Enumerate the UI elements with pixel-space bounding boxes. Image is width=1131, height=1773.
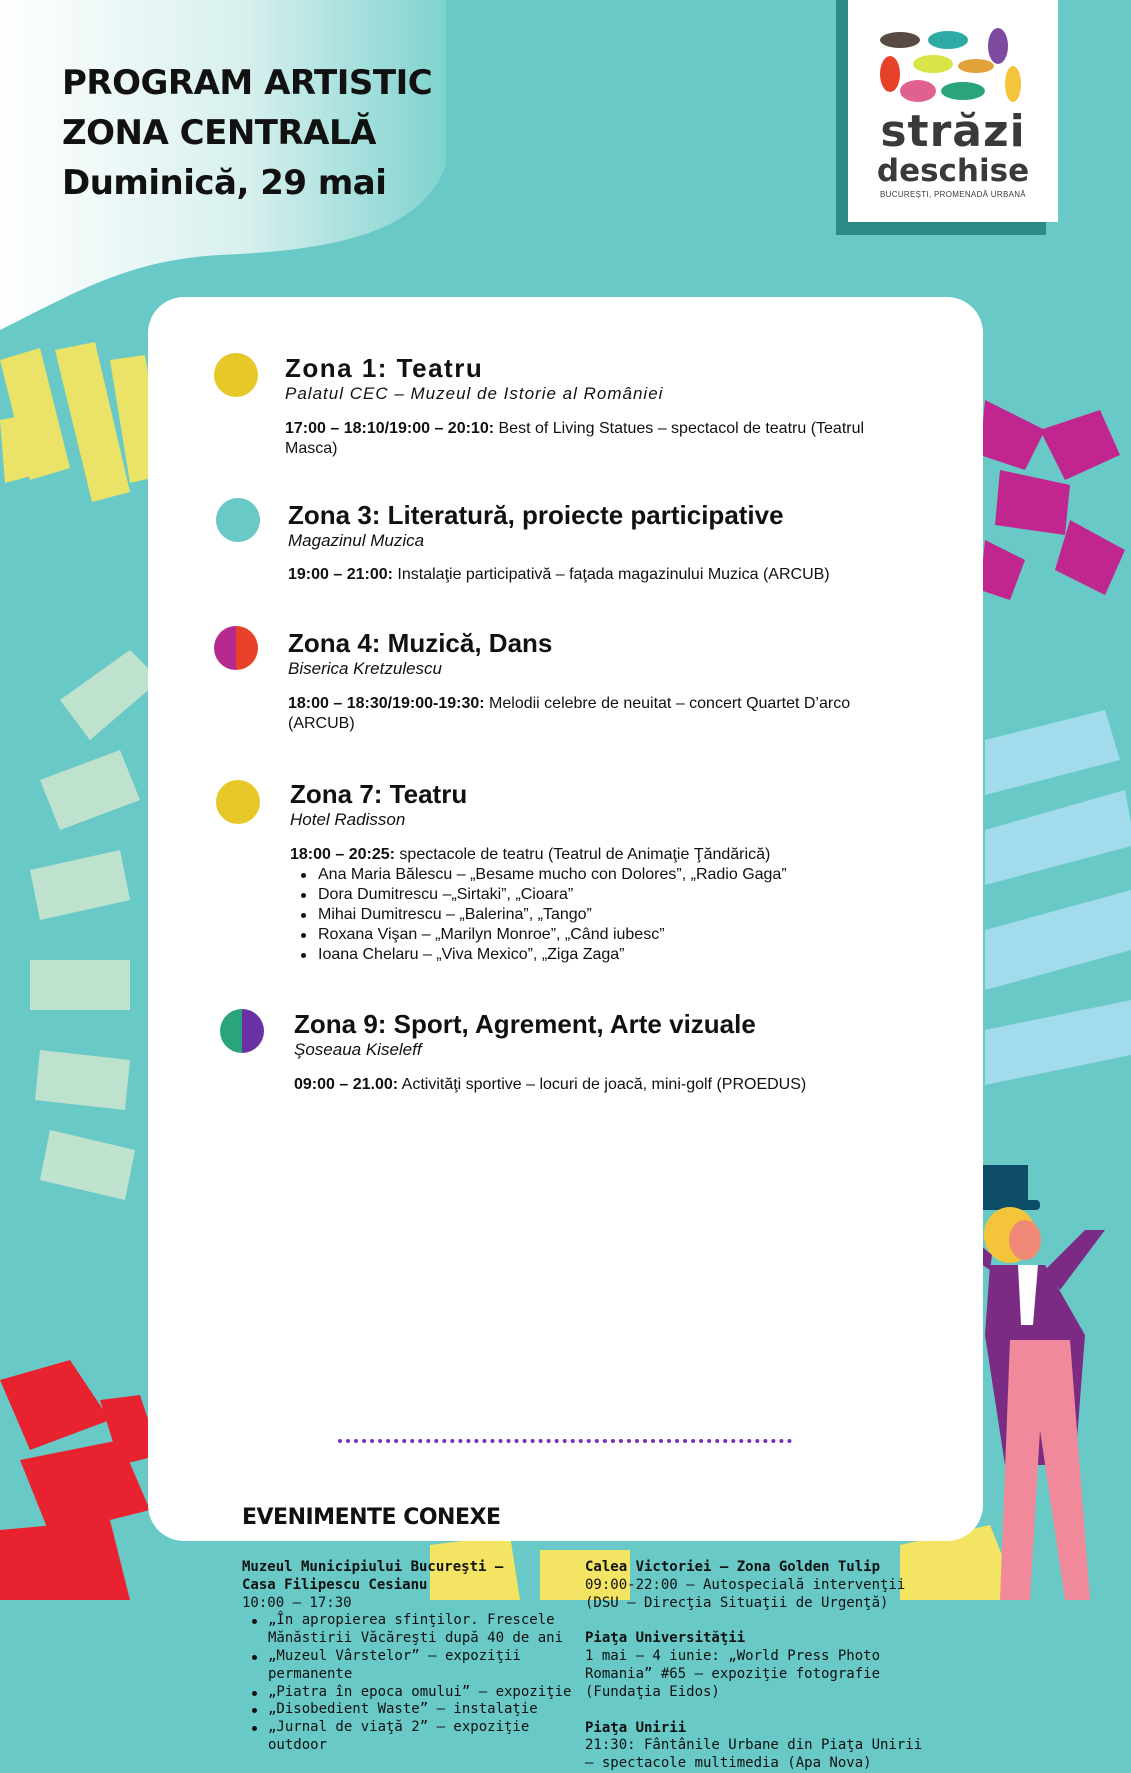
zone-1-description [285, 419, 885, 459]
list-item-line: outdoor [268, 1736, 328, 1753]
zone-9-time: 09:00 – 21.00: [294, 1076, 399, 1093]
zone-1-time: 17:00 – 18:10/19:00 – 20:10: [285, 420, 495, 437]
zone-7-text: spectacole de teatru (Teatrul de Animaţie Ţăndărică) [399, 846, 771, 863]
zone-7-dot-icon [216, 780, 260, 824]
red-brush-bottom [0, 1360, 160, 1600]
conexe-left-column [242, 1559, 572, 1755]
page-header [62, 58, 432, 208]
dotted-divider [338, 1439, 792, 1443]
zone-3-title: Zona 3: Literatură, proiecte participative [288, 500, 784, 530]
blue-brush-right [985, 710, 1131, 1085]
zone-3-text: Instalaţie participativă – faţada magazinului Muzica (ARCUB) [397, 566, 830, 583]
list-item [242, 1719, 562, 1755]
logo-tagline: BUCUREȘTI, PROMENADĂ URBANĂ [880, 190, 1026, 199]
program-card [148, 297, 983, 1772]
list-item: Ioana Chelaru – „Viva Mexico”, „Ziga Zaga” [290, 945, 787, 965]
zone-1-title: Zona 1: Teatru [285, 353, 484, 383]
event-heading: Piaţa Universităţii [585, 1630, 746, 1647]
logo-word-deschise: deschise [876, 153, 1030, 189]
list-item: Dora Dumitrescu –„Sirtaki”, „Cioara” [290, 885, 787, 905]
header-line-zona: ZONA CENTRALĂ [62, 113, 376, 153]
conexe-right-column [585, 1559, 925, 1773]
zone-9-description [294, 1075, 934, 1095]
list-item-line: „Jurnal de viaţă 2” – expoziţie [268, 1719, 530, 1736]
yellow-brush-left [0, 342, 165, 502]
event-line: – spectacole multimedia (Apa Nova) [585, 1755, 872, 1772]
zone-4-text: Melodii celebre de neuitat – concert Quartet D’arco (ARCUB) [288, 695, 851, 732]
zone-9-location: Şoseaua Kiseleff [294, 1040, 422, 1059]
zone-9-title: Zona 9: Sport, Agrement, Arte vizuale [294, 1009, 756, 1039]
event-list [242, 1612, 572, 1754]
event-line: (DSU – Direcţia Situaţii de Urgenţă) [585, 1594, 889, 1611]
zone-7-title: Zona 7: Teatru [290, 779, 468, 809]
logo-word-strazi: străzi [880, 106, 1026, 157]
zone-7-location: Hotel Radisson [290, 810, 406, 829]
event-heading: Casa Filipescu Cesianu [242, 1576, 428, 1593]
zone-4-location: Biserica Kretzulescu [288, 659, 443, 678]
zone-4-title: Zona 4: Muzică, Dans [288, 628, 553, 658]
header-line-date: Duminică, 29 mai [62, 163, 387, 203]
event-heading: Muzeul Municipiului Bucureşti – [242, 1559, 504, 1575]
list-item: Roxana Vişan – „Marilyn Monroe”, „Când iubesc” [290, 925, 787, 945]
list-item-line: Mănăstirii Văcăreşti după 40 de ani [268, 1630, 564, 1647]
logo [848, 0, 1058, 222]
zone-4-time: 18:00 – 18:30/19:00-19:30: [288, 695, 485, 712]
zone-4-dot-icon [214, 626, 258, 670]
zone-7-description [290, 845, 890, 865]
zone-1-location: Palatul CEC – Muzeul de Istorie al României [285, 384, 664, 403]
event-line: Romania” #65 – expoziţie fotografie [585, 1665, 881, 1682]
list-item-line: permanente [268, 1665, 353, 1682]
list-item-line: „În apropierea sfinţilor. Frescele [268, 1612, 555, 1629]
event-line: 21:30: Fântânile Urbane din Piaţa Unirii [585, 1737, 923, 1754]
list-item [242, 1648, 562, 1684]
event-heading: Calea Victoriei – Zona Golden Tulip [585, 1559, 881, 1575]
zone-7-performers [290, 865, 787, 965]
zone-3-location: Magazinul Muzica [288, 531, 425, 550]
event-hours: 10:00 – 17:30 [242, 1594, 352, 1611]
conexe-title: EVENIMENTE CONEXE [242, 1505, 501, 1530]
zone-3-dot-icon [216, 498, 260, 542]
list-item-line: „Disobedient Waste” – instalaţie [268, 1701, 538, 1718]
list-item [242, 1612, 562, 1648]
logo-footprints-icon [878, 26, 1028, 111]
list-item [242, 1683, 572, 1702]
zone-7-time: 18:00 – 20:25: [290, 846, 395, 863]
event-heading: Piaţa Unirii [585, 1719, 687, 1736]
list-item-line: „Piatra în epoca omului” – expoziţie [268, 1683, 572, 1700]
zone-9-text: Activităţi sportive – locuri de joacă, mini-golf (PROEDUS) [401, 1076, 807, 1093]
event-line: 1 mai – 4 iunie: „World Press Photo [585, 1648, 881, 1665]
magenta-brush-right [980, 400, 1125, 600]
event-line: (Fundaţia Eidos) [585, 1683, 720, 1700]
zone-1-text: Best of Living Statues – spectacol de teatru (Teatrul Masca) [285, 420, 865, 457]
list-item: Ana Maria Bălescu – „Besame mucho con Dolores”, „Radio Gaga” [290, 865, 787, 885]
list-item [242, 1701, 562, 1719]
zone-3-description [288, 565, 928, 585]
zone-9-dot-icon [220, 1009, 264, 1053]
list-item-line: „Muzeul Vârstelor” – expoziţii [268, 1647, 521, 1664]
zone-1-dot-icon [214, 353, 258, 397]
zone-4-description [288, 694, 888, 734]
event-line: 09:00-22:00 – Autospecială intervenţii [585, 1576, 906, 1593]
header-line-program: PROGRAM ARTISTIC [62, 63, 433, 103]
zone-3-time: 19:00 – 21:00: [288, 566, 393, 583]
pale-brush-left [30, 650, 160, 1200]
list-item: Mihai Dumitrescu – „Balerina”, „Tango” [290, 905, 787, 925]
